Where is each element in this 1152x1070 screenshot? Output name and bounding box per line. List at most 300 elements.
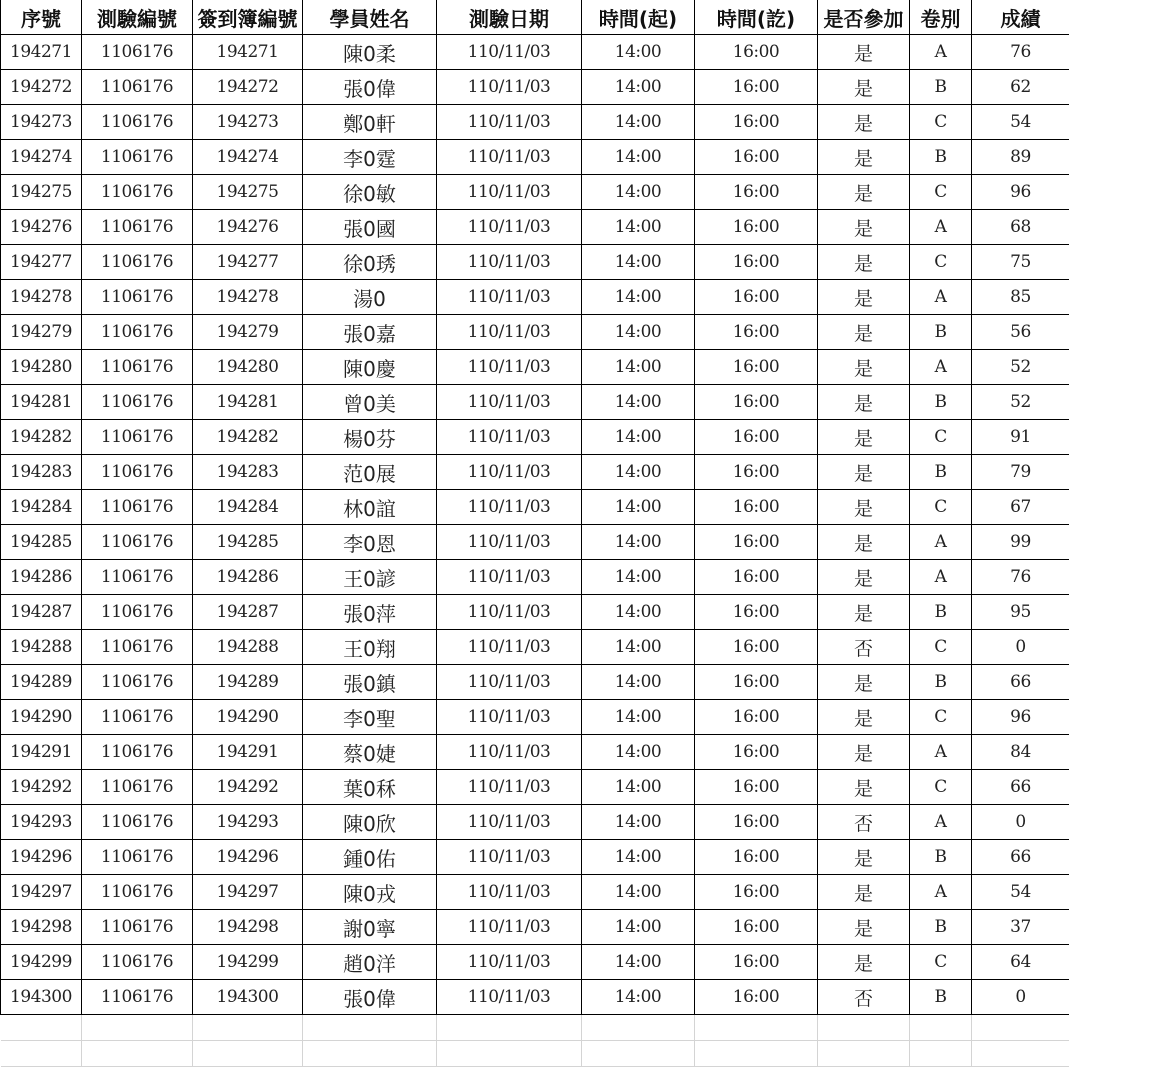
start-time-cell[interactable]: 14:00	[582, 210, 695, 245]
serial-number-cell[interactable]: 194287	[1, 595, 82, 630]
attended-cell[interactable]: 否	[818, 630, 910, 665]
serial-number-cell[interactable]: 194291	[1, 735, 82, 770]
exam-number-cell[interactable]: 1106176	[82, 665, 193, 700]
score-cell[interactable]: 54	[972, 105, 1070, 140]
signin-number-cell[interactable]: 194289	[193, 665, 303, 700]
score-cell[interactable]: 66	[972, 665, 1070, 700]
attended-cell[interactable]: 是	[818, 595, 910, 630]
start-time-cell[interactable]: 14:00	[582, 735, 695, 770]
paper-type-cell[interactable]: C	[910, 945, 972, 980]
score-cell[interactable]: 52	[972, 350, 1070, 385]
end-time-cell[interactable]: 16:00	[695, 840, 818, 875]
student-name-cell[interactable]: 楊0芬	[303, 420, 437, 455]
score-cell[interactable]: 37	[972, 910, 1070, 945]
score-cell[interactable]: 89	[972, 140, 1070, 175]
end-time-cell[interactable]: 16:00	[695, 210, 818, 245]
student-name-cell[interactable]: 葉0秝	[303, 770, 437, 805]
start-time-cell[interactable]: 14:00	[582, 595, 695, 630]
exam-number-cell[interactable]: 1106176	[82, 490, 193, 525]
empty-cell[interactable]	[1, 1015, 82, 1041]
exam-date-cell[interactable]: 110/11/03	[437, 980, 582, 1015]
student-name-cell[interactable]: 陳0慶	[303, 350, 437, 385]
exam-number-cell[interactable]: 1106176	[82, 105, 193, 140]
start-time-cell[interactable]: 14:00	[582, 875, 695, 910]
attended-cell[interactable]: 是	[818, 105, 910, 140]
exam-number-cell[interactable]: 1106176	[82, 70, 193, 105]
student-name-cell[interactable]: 徐0敏	[303, 175, 437, 210]
end-time-cell[interactable]: 16:00	[695, 630, 818, 665]
exam-date-cell[interactable]: 110/11/03	[437, 665, 582, 700]
exam-number-cell[interactable]: 1106176	[82, 560, 193, 595]
student-name-cell[interactable]: 曾0美	[303, 385, 437, 420]
serial-number-cell[interactable]: 194283	[1, 455, 82, 490]
paper-type-cell[interactable]: C	[910, 700, 972, 735]
student-name-cell[interactable]: 張0偉	[303, 980, 437, 1015]
start-time-cell[interactable]: 14:00	[582, 805, 695, 840]
student-name-cell[interactable]: 李0恩	[303, 525, 437, 560]
attended-cell[interactable]: 是	[818, 455, 910, 490]
paper-type-cell[interactable]: C	[910, 175, 972, 210]
start-time-cell[interactable]: 14:00	[582, 70, 695, 105]
end-time-cell[interactable]: 16:00	[695, 665, 818, 700]
exam-number-cell[interactable]: 1106176	[82, 280, 193, 315]
paper-type-cell[interactable]: A	[910, 280, 972, 315]
paper-type-cell[interactable]: B	[910, 840, 972, 875]
signin-number-cell[interactable]: 194276	[193, 210, 303, 245]
score-cell[interactable]: 54	[972, 875, 1070, 910]
signin-number-cell[interactable]: 194280	[193, 350, 303, 385]
student-name-cell[interactable]: 徐0琇	[303, 245, 437, 280]
serial-number-cell[interactable]: 194297	[1, 875, 82, 910]
student-name-cell[interactable]: 陳0欣	[303, 805, 437, 840]
signin-number-cell[interactable]: 194283	[193, 455, 303, 490]
exam-number-cell[interactable]: 1106176	[82, 35, 193, 70]
attended-cell[interactable]: 是	[818, 665, 910, 700]
paper-type-cell[interactable]: B	[910, 385, 972, 420]
paper-type-cell[interactable]: A	[910, 525, 972, 560]
start-time-cell[interactable]: 14:00	[582, 455, 695, 490]
student-name-cell[interactable]: 陳0柔	[303, 35, 437, 70]
exam-number-cell[interactable]: 1106176	[82, 700, 193, 735]
exam-date-cell[interactable]: 110/11/03	[437, 805, 582, 840]
serial-number-cell[interactable]: 194272	[1, 70, 82, 105]
student-name-cell[interactable]: 王0翔	[303, 630, 437, 665]
attended-cell[interactable]: 否	[818, 980, 910, 1015]
signin-number-cell[interactable]: 194292	[193, 770, 303, 805]
serial-number-cell[interactable]: 194289	[1, 665, 82, 700]
serial-number-cell[interactable]: 194279	[1, 315, 82, 350]
exam-number-cell[interactable]: 1106176	[82, 805, 193, 840]
student-name-cell[interactable]: 張0嘉	[303, 315, 437, 350]
serial-number-cell[interactable]: 194271	[1, 35, 82, 70]
attended-cell[interactable]: 是	[818, 315, 910, 350]
exam-date-cell[interactable]: 110/11/03	[437, 385, 582, 420]
paper-type-cell[interactable]: A	[910, 875, 972, 910]
exam-date-cell[interactable]: 110/11/03	[437, 245, 582, 280]
serial-number-cell[interactable]: 194296	[1, 840, 82, 875]
signin-number-cell[interactable]: 194275	[193, 175, 303, 210]
serial-number-cell[interactable]: 194273	[1, 105, 82, 140]
exam-number-cell[interactable]: 1106176	[82, 175, 193, 210]
signin-number-cell[interactable]: 194286	[193, 560, 303, 595]
student-name-cell[interactable]: 張0偉	[303, 70, 437, 105]
score-cell[interactable]: 52	[972, 385, 1070, 420]
signin-number-cell[interactable]: 194291	[193, 735, 303, 770]
empty-cell[interactable]	[910, 1015, 972, 1041]
exam-number-cell[interactable]: 1106176	[82, 455, 193, 490]
paper-type-cell[interactable]: B	[910, 980, 972, 1015]
attended-cell[interactable]: 是	[818, 35, 910, 70]
attended-cell[interactable]: 是	[818, 385, 910, 420]
end-time-cell[interactable]: 16:00	[695, 875, 818, 910]
paper-type-cell[interactable]: C	[910, 630, 972, 665]
attended-cell[interactable]: 是	[818, 210, 910, 245]
signin-number-cell[interactable]: 194299	[193, 945, 303, 980]
empty-cell[interactable]	[437, 1015, 582, 1041]
empty-cell[interactable]	[818, 1015, 910, 1041]
end-time-cell[interactable]: 16:00	[695, 595, 818, 630]
end-time-cell[interactable]: 16:00	[695, 420, 818, 455]
empty-cell[interactable]	[82, 1015, 193, 1041]
header-score[interactable]: 成績	[972, 0, 1070, 35]
student-name-cell[interactable]: 張0國	[303, 210, 437, 245]
end-time-cell[interactable]: 16:00	[695, 770, 818, 805]
student-name-cell[interactable]: 王0諺	[303, 560, 437, 595]
header-start-time[interactable]: 時間(起)	[582, 0, 695, 35]
exam-number-cell[interactable]: 1106176	[82, 630, 193, 665]
end-time-cell[interactable]: 16:00	[695, 980, 818, 1015]
attended-cell[interactable]: 是	[818, 280, 910, 315]
header-end-time[interactable]: 時間(訖)	[695, 0, 818, 35]
attended-cell[interactable]: 是	[818, 420, 910, 455]
exam-date-cell[interactable]: 110/11/03	[437, 770, 582, 805]
paper-type-cell[interactable]: C	[910, 420, 972, 455]
signin-number-cell[interactable]: 194297	[193, 875, 303, 910]
signin-number-cell[interactable]: 194282	[193, 420, 303, 455]
attended-cell[interactable]: 是	[818, 770, 910, 805]
signin-number-cell[interactable]: 194298	[193, 910, 303, 945]
paper-type-cell[interactable]: A	[910, 350, 972, 385]
start-time-cell[interactable]: 14:00	[582, 945, 695, 980]
attended-cell[interactable]: 是	[818, 945, 910, 980]
exam-date-cell[interactable]: 110/11/03	[437, 630, 582, 665]
exam-date-cell[interactable]: 110/11/03	[437, 350, 582, 385]
student-name-cell[interactable]: 趙0洋	[303, 945, 437, 980]
paper-type-cell[interactable]: A	[910, 805, 972, 840]
empty-cell[interactable]	[303, 1015, 437, 1041]
exam-date-cell[interactable]: 110/11/03	[437, 735, 582, 770]
exam-date-cell[interactable]: 110/11/03	[437, 700, 582, 735]
start-time-cell[interactable]: 14:00	[582, 910, 695, 945]
serial-number-cell[interactable]: 194275	[1, 175, 82, 210]
exam-date-cell[interactable]: 110/11/03	[437, 560, 582, 595]
score-cell[interactable]: 67	[972, 490, 1070, 525]
serial-number-cell[interactable]: 194292	[1, 770, 82, 805]
paper-type-cell[interactable]: B	[910, 665, 972, 700]
empty-cell[interactable]	[193, 1041, 303, 1067]
exam-date-cell[interactable]: 110/11/03	[437, 70, 582, 105]
attended-cell[interactable]: 是	[818, 350, 910, 385]
start-time-cell[interactable]: 14:00	[582, 350, 695, 385]
paper-type-cell[interactable]: B	[910, 140, 972, 175]
end-time-cell[interactable]: 16:00	[695, 525, 818, 560]
paper-type-cell[interactable]: A	[910, 35, 972, 70]
attended-cell[interactable]: 是	[818, 910, 910, 945]
student-name-cell[interactable]: 張0鎮	[303, 665, 437, 700]
empty-cell[interactable]	[972, 1015, 1070, 1041]
exam-date-cell[interactable]: 110/11/03	[437, 420, 582, 455]
student-name-cell[interactable]: 湯0	[303, 280, 437, 315]
end-time-cell[interactable]: 16:00	[695, 350, 818, 385]
serial-number-cell[interactable]: 194298	[1, 910, 82, 945]
exam-number-cell[interactable]: 1106176	[82, 945, 193, 980]
exam-number-cell[interactable]: 1106176	[82, 910, 193, 945]
attended-cell[interactable]: 是	[818, 70, 910, 105]
end-time-cell[interactable]: 16:00	[695, 455, 818, 490]
empty-cell[interactable]	[910, 1041, 972, 1067]
serial-number-cell[interactable]: 194299	[1, 945, 82, 980]
signin-number-cell[interactable]: 194281	[193, 385, 303, 420]
empty-cell[interactable]	[582, 1041, 695, 1067]
start-time-cell[interactable]: 14:00	[582, 420, 695, 455]
score-cell[interactable]: 0	[972, 980, 1070, 1015]
start-time-cell[interactable]: 14:00	[582, 175, 695, 210]
serial-number-cell[interactable]: 194281	[1, 385, 82, 420]
serial-number-cell[interactable]: 194278	[1, 280, 82, 315]
end-time-cell[interactable]: 16:00	[695, 805, 818, 840]
score-cell[interactable]: 62	[972, 70, 1070, 105]
exam-date-cell[interactable]: 110/11/03	[437, 175, 582, 210]
exam-date-cell[interactable]: 110/11/03	[437, 490, 582, 525]
signin-number-cell[interactable]: 194296	[193, 840, 303, 875]
header-exam-date[interactable]: 測驗日期	[437, 0, 582, 35]
empty-cell[interactable]	[818, 1041, 910, 1067]
paper-type-cell[interactable]: B	[910, 455, 972, 490]
empty-cell[interactable]	[303, 1041, 437, 1067]
exam-date-cell[interactable]: 110/11/03	[437, 910, 582, 945]
header-signin-number[interactable]: 簽到簿編號	[193, 0, 303, 35]
student-name-cell[interactable]: 李0聖	[303, 700, 437, 735]
paper-type-cell[interactable]: C	[910, 770, 972, 805]
exam-number-cell[interactable]: 1106176	[82, 840, 193, 875]
signin-number-cell[interactable]: 194271	[193, 35, 303, 70]
score-cell[interactable]: 85	[972, 280, 1070, 315]
header-student-name[interactable]: 學員姓名	[303, 0, 437, 35]
start-time-cell[interactable]: 14:00	[582, 35, 695, 70]
exam-number-cell[interactable]: 1106176	[82, 595, 193, 630]
exam-date-cell[interactable]: 110/11/03	[437, 35, 582, 70]
score-cell[interactable]: 95	[972, 595, 1070, 630]
serial-number-cell[interactable]: 194280	[1, 350, 82, 385]
attended-cell[interactable]: 是	[818, 140, 910, 175]
student-name-cell[interactable]: 林0誼	[303, 490, 437, 525]
exam-number-cell[interactable]: 1106176	[82, 525, 193, 560]
start-time-cell[interactable]: 14:00	[582, 490, 695, 525]
end-time-cell[interactable]: 16:00	[695, 315, 818, 350]
signin-number-cell[interactable]: 194277	[193, 245, 303, 280]
serial-number-cell[interactable]: 194293	[1, 805, 82, 840]
score-cell[interactable]: 66	[972, 840, 1070, 875]
score-cell[interactable]: 76	[972, 35, 1070, 70]
start-time-cell[interactable]: 14:00	[582, 840, 695, 875]
serial-number-cell[interactable]: 194284	[1, 490, 82, 525]
exam-date-cell[interactable]: 110/11/03	[437, 315, 582, 350]
signin-number-cell[interactable]: 194288	[193, 630, 303, 665]
exam-date-cell[interactable]: 110/11/03	[437, 595, 582, 630]
empty-cell[interactable]	[972, 1041, 1070, 1067]
serial-number-cell[interactable]: 194285	[1, 525, 82, 560]
end-time-cell[interactable]: 16:00	[695, 140, 818, 175]
paper-type-cell[interactable]: C	[910, 245, 972, 280]
exam-number-cell[interactable]: 1106176	[82, 385, 193, 420]
empty-cell[interactable]	[582, 1015, 695, 1041]
score-cell[interactable]: 66	[972, 770, 1070, 805]
exam-date-cell[interactable]: 110/11/03	[437, 105, 582, 140]
signin-number-cell[interactable]: 194278	[193, 280, 303, 315]
header-attended[interactable]: 是否參加	[818, 0, 910, 35]
paper-type-cell[interactable]: B	[910, 910, 972, 945]
start-time-cell[interactable]: 14:00	[582, 700, 695, 735]
end-time-cell[interactable]: 16:00	[695, 280, 818, 315]
header-paper-type[interactable]: 卷別	[910, 0, 972, 35]
start-time-cell[interactable]: 14:00	[582, 385, 695, 420]
paper-type-cell[interactable]: A	[910, 560, 972, 595]
exam-number-cell[interactable]: 1106176	[82, 770, 193, 805]
empty-cell[interactable]	[193, 1015, 303, 1041]
exam-number-cell[interactable]: 1106176	[82, 350, 193, 385]
student-name-cell[interactable]: 范0展	[303, 455, 437, 490]
exam-date-cell[interactable]: 110/11/03	[437, 875, 582, 910]
serial-number-cell[interactable]: 194290	[1, 700, 82, 735]
start-time-cell[interactable]: 14:00	[582, 105, 695, 140]
signin-number-cell[interactable]: 194273	[193, 105, 303, 140]
student-name-cell[interactable]: 李0霆	[303, 140, 437, 175]
paper-type-cell[interactable]: C	[910, 490, 972, 525]
end-time-cell[interactable]: 16:00	[695, 175, 818, 210]
score-cell[interactable]: 91	[972, 420, 1070, 455]
signin-number-cell[interactable]: 194290	[193, 700, 303, 735]
start-time-cell[interactable]: 14:00	[582, 280, 695, 315]
exam-date-cell[interactable]: 110/11/03	[437, 840, 582, 875]
exam-date-cell[interactable]: 110/11/03	[437, 525, 582, 560]
student-name-cell[interactable]: 謝0寧	[303, 910, 437, 945]
score-cell[interactable]: 68	[972, 210, 1070, 245]
attended-cell[interactable]: 是	[818, 875, 910, 910]
serial-number-cell[interactable]: 194277	[1, 245, 82, 280]
score-cell[interactable]: 99	[972, 525, 1070, 560]
start-time-cell[interactable]: 14:00	[582, 665, 695, 700]
empty-cell[interactable]	[695, 1015, 818, 1041]
signin-number-cell[interactable]: 194284	[193, 490, 303, 525]
attended-cell[interactable]: 是	[818, 175, 910, 210]
empty-cell[interactable]	[82, 1041, 193, 1067]
attended-cell[interactable]: 是	[818, 560, 910, 595]
end-time-cell[interactable]: 16:00	[695, 35, 818, 70]
attended-cell[interactable]: 是	[818, 840, 910, 875]
end-time-cell[interactable]: 16:00	[695, 945, 818, 980]
end-time-cell[interactable]: 16:00	[695, 910, 818, 945]
paper-type-cell[interactable]: C	[910, 105, 972, 140]
student-name-cell[interactable]: 張0萍	[303, 595, 437, 630]
attended-cell[interactable]: 是	[818, 490, 910, 525]
signin-number-cell[interactable]: 194279	[193, 315, 303, 350]
attended-cell[interactable]: 是	[818, 525, 910, 560]
paper-type-cell[interactable]: B	[910, 595, 972, 630]
empty-cell[interactable]	[437, 1041, 582, 1067]
end-time-cell[interactable]: 16:00	[695, 560, 818, 595]
header-serial-number[interactable]: 序號	[1, 0, 82, 35]
exam-date-cell[interactable]: 110/11/03	[437, 945, 582, 980]
exam-number-cell[interactable]: 1106176	[82, 980, 193, 1015]
attended-cell[interactable]: 是	[818, 245, 910, 280]
exam-date-cell[interactable]: 110/11/03	[437, 280, 582, 315]
exam-date-cell[interactable]: 110/11/03	[437, 455, 582, 490]
serial-number-cell[interactable]: 194286	[1, 560, 82, 595]
exam-number-cell[interactable]: 1106176	[82, 735, 193, 770]
serial-number-cell[interactable]: 194300	[1, 980, 82, 1015]
student-name-cell[interactable]: 蔡0婕	[303, 735, 437, 770]
score-cell[interactable]: 0	[972, 630, 1070, 665]
end-time-cell[interactable]: 16:00	[695, 70, 818, 105]
score-cell[interactable]: 56	[972, 315, 1070, 350]
exam-date-cell[interactable]: 110/11/03	[437, 140, 582, 175]
student-name-cell[interactable]: 陳0戎	[303, 875, 437, 910]
start-time-cell[interactable]: 14:00	[582, 140, 695, 175]
student-name-cell[interactable]: 鍾0佑	[303, 840, 437, 875]
header-exam-number[interactable]: 測驗編號	[82, 0, 193, 35]
end-time-cell[interactable]: 16:00	[695, 700, 818, 735]
start-time-cell[interactable]: 14:00	[582, 980, 695, 1015]
start-time-cell[interactable]: 14:00	[582, 560, 695, 595]
attended-cell[interactable]: 是	[818, 700, 910, 735]
signin-number-cell[interactable]: 194300	[193, 980, 303, 1015]
start-time-cell[interactable]: 14:00	[582, 770, 695, 805]
signin-number-cell[interactable]: 194287	[193, 595, 303, 630]
end-time-cell[interactable]: 16:00	[695, 105, 818, 140]
paper-type-cell[interactable]: B	[910, 70, 972, 105]
end-time-cell[interactable]: 16:00	[695, 735, 818, 770]
serial-number-cell[interactable]: 194282	[1, 420, 82, 455]
signin-number-cell[interactable]: 194285	[193, 525, 303, 560]
end-time-cell[interactable]: 16:00	[695, 490, 818, 525]
exam-date-cell[interactable]: 110/11/03	[437, 210, 582, 245]
score-cell[interactable]: 96	[972, 175, 1070, 210]
score-cell[interactable]: 79	[972, 455, 1070, 490]
paper-type-cell[interactable]: A	[910, 210, 972, 245]
signin-number-cell[interactable]: 194274	[193, 140, 303, 175]
start-time-cell[interactable]: 14:00	[582, 245, 695, 280]
serial-number-cell[interactable]: 194288	[1, 630, 82, 665]
end-time-cell[interactable]: 16:00	[695, 245, 818, 280]
signin-number-cell[interactable]: 194293	[193, 805, 303, 840]
score-cell[interactable]: 96	[972, 700, 1070, 735]
serial-number-cell[interactable]: 194276	[1, 210, 82, 245]
student-name-cell[interactable]: 鄭0軒	[303, 105, 437, 140]
start-time-cell[interactable]: 14:00	[582, 525, 695, 560]
serial-number-cell[interactable]: 194274	[1, 140, 82, 175]
empty-cell[interactable]	[1, 1041, 82, 1067]
paper-type-cell[interactable]: A	[910, 735, 972, 770]
attended-cell[interactable]: 是	[818, 735, 910, 770]
start-time-cell[interactable]: 14:00	[582, 315, 695, 350]
score-cell[interactable]: 76	[972, 560, 1070, 595]
signin-number-cell[interactable]: 194272	[193, 70, 303, 105]
exam-number-cell[interactable]: 1106176	[82, 140, 193, 175]
score-cell[interactable]: 75	[972, 245, 1070, 280]
score-cell[interactable]: 0	[972, 805, 1070, 840]
end-time-cell[interactable]: 16:00	[695, 385, 818, 420]
exam-number-cell[interactable]: 1106176	[82, 245, 193, 280]
